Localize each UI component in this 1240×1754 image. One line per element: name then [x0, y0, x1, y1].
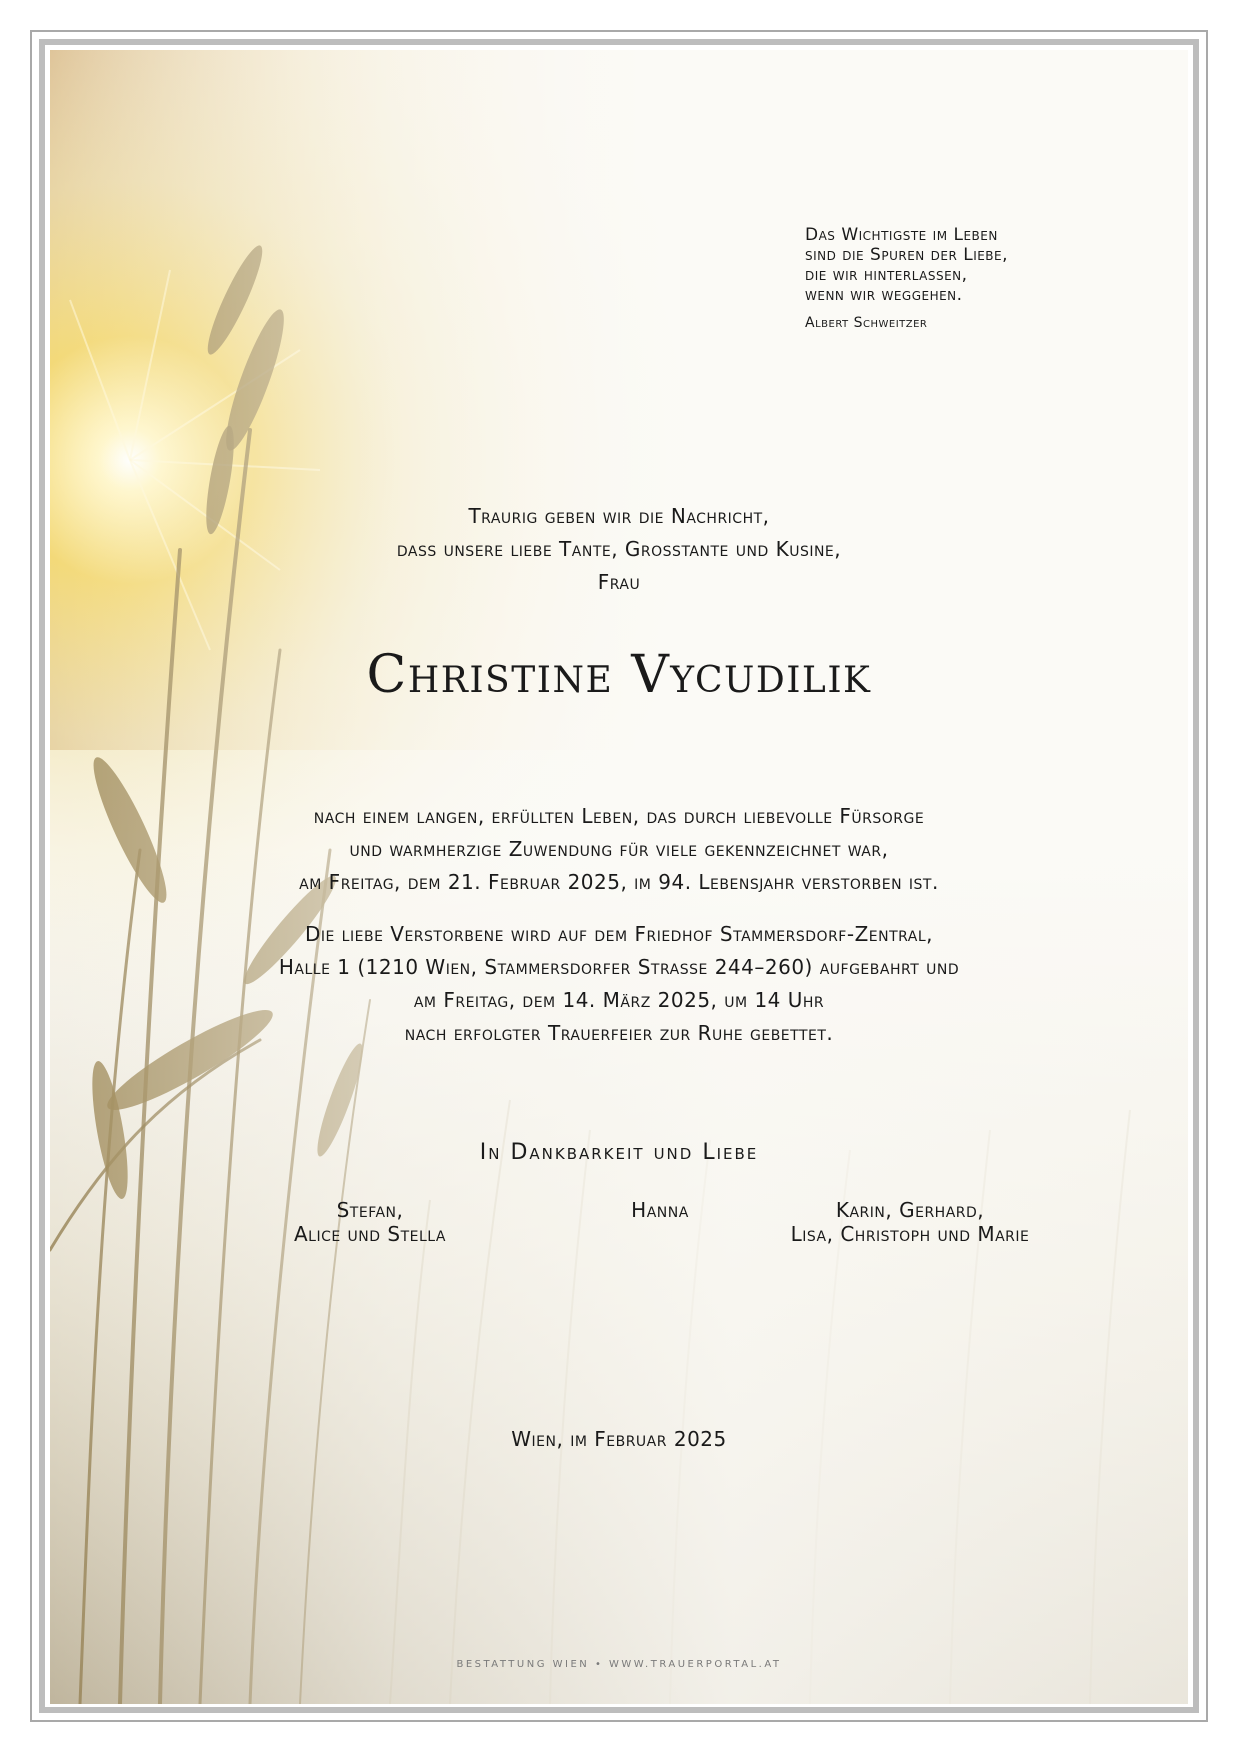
family-line: Stefan,: [336, 1198, 404, 1222]
intro-line: dass unsere liebe Tante, Grosstante und Kusine,: [396, 537, 842, 561]
funeral-details-text: [50, 918, 1188, 1050]
deceased-name: Christine Vycudilik: [366, 645, 872, 705]
family-group-left: [230, 1198, 510, 1246]
closing-phrase: In Dankbarkeit und Liebe: [479, 1140, 759, 1165]
intro-line: Traurig geben wir die Nachricht,: [468, 504, 770, 528]
notice-line: nach einem langen, erfüllten Leben, das durch liebevolle Fürsorge: [313, 804, 925, 828]
family-line: Lisa, Christoph und Marie: [790, 1222, 1030, 1246]
place-and-date: Wien, im Februar 2025: [511, 1427, 727, 1451]
quote-line: sind die Spuren der Liebe,: [805, 245, 1009, 265]
death-notice-text: [50, 800, 1188, 899]
quote-line: Das Wichtigste im Leben: [805, 225, 998, 245]
obituary-page: [50, 50, 1188, 1704]
family-line: Karin, Gerhard,: [835, 1198, 985, 1222]
quote-author: Albert Schweitzer: [805, 315, 928, 331]
family-group-right: [710, 1198, 1110, 1246]
funeral-line: nach erfolgter Trauerfeier zur Ruhe gebettet.: [404, 1021, 834, 1045]
funeral-line: Halle 1 (1210 Wien, Stammersdorfer Strasse 244–260) aufgebahrt und: [278, 955, 960, 979]
funeral-line: Die liebe Verstorbene wird auf dem Friedhof Stammersdorf-Zentral,: [304, 922, 934, 946]
quote-line: wenn wir weggehen.: [805, 285, 963, 305]
intro-line: Frau: [597, 570, 641, 594]
notice-line: am Freitag, dem 21. Februar 2025, im 94. Lebensjahr verstorben ist.: [299, 870, 939, 894]
quote-block: [805, 225, 1165, 333]
funeral-line: am Freitag, dem 14. März 2025, um 14 Uhr: [413, 988, 825, 1012]
family-line: Alice und Stella: [293, 1222, 447, 1246]
family-line: Hanna: [631, 1198, 689, 1222]
notice-line: und warmherzige Zuwendung für viele gekennzeichnet war,: [349, 837, 889, 861]
footer-credit: BESTATTUNG WIEN • WWW.TRAUERPORTAL.AT: [456, 1659, 782, 1670]
intro-text: [50, 500, 1188, 599]
quote-line: die wir hinterlassen,: [805, 265, 968, 285]
